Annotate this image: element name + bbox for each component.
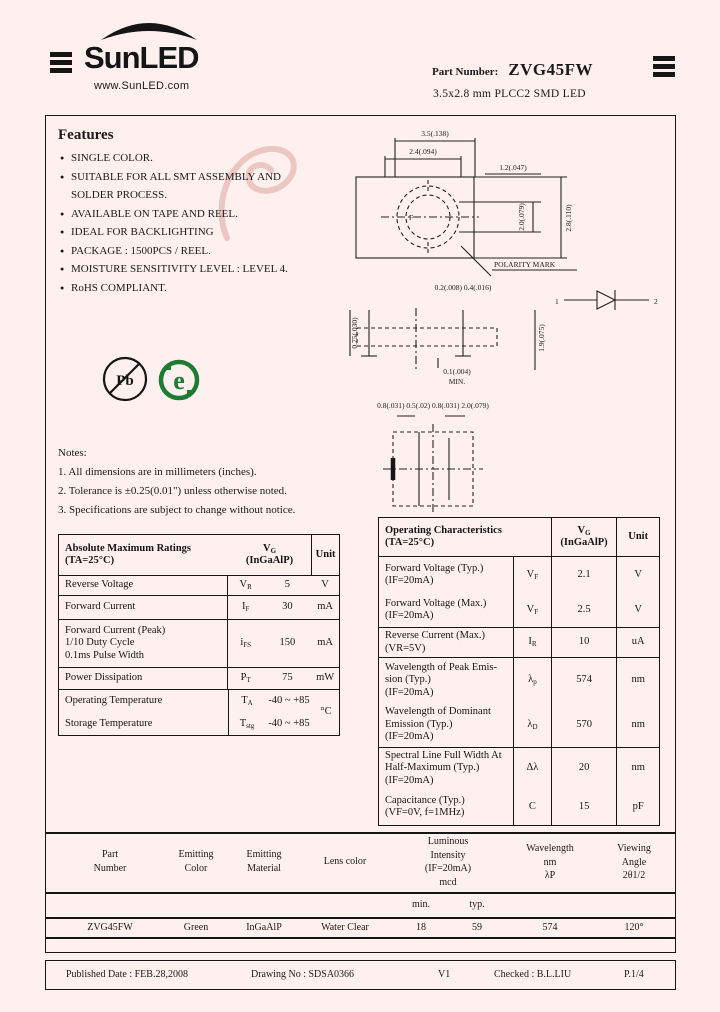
- package-top-view: [356, 129, 577, 292]
- pb-free-icon: [101, 355, 149, 403]
- part-selection-table: [45, 832, 676, 953]
- svg-text:Pb: Pb: [116, 373, 134, 389]
- feature-item: ● AVAILABLE ON TAPE AND REEL.: [60, 207, 238, 220]
- part-number-value: ZVG45FW: [508, 60, 594, 79]
- circuit-diagram: [555, 290, 658, 310]
- table-row: Capacitance (Typ.) (VF=0V, f=1MHz) C 15 pF: [379, 789, 659, 825]
- feature-item: ● SINGLE COLOR.: [60, 152, 153, 164]
- table-row: Forward Current IF 30 mA: [59, 595, 339, 619]
- table-row: Reverse Voltage VR 5 V: [59, 575, 339, 595]
- table-row: Operating Temperature TA -40 ~ +85: [59, 690, 313, 713]
- column-header-material: Emitting Material: [246, 849, 282, 874]
- table-rule: [45, 917, 676, 919]
- column-header-color: Emitting Color: [178, 849, 214, 874]
- bullet-icon: ●: [60, 283, 65, 292]
- column-header-part: Part Number: [93, 849, 127, 874]
- registration-mark-left: [50, 52, 72, 73]
- bullet-icon: ●: [60, 209, 65, 218]
- column-header-angle: Viewing Angle 2θ1/2: [617, 843, 651, 881]
- svg-text:0.8(.031) 0.5(.02) 0.8(.031): 0.8(.031) 0.5(.02) 0.8(.031) 2.0(.079): [377, 401, 489, 410]
- absolute-maximum-ratings-table: [58, 534, 340, 736]
- table-rule: [45, 832, 676, 834]
- cell-lens-color: Water Clear: [321, 922, 369, 933]
- solder-pad-view: [377, 401, 489, 514]
- page-number: P.1/4: [624, 969, 644, 980]
- table-rule: [45, 937, 676, 939]
- feature-item: ● RoHS COMPLIANT.: [60, 281, 167, 294]
- bullet-icon: ●: [60, 246, 65, 255]
- column-header-wavelength: Wavelength nm λP: [526, 843, 574, 881]
- features-title: Features: [58, 127, 114, 143]
- drawing-number: Drawing No : SDSA0366: [251, 969, 355, 980]
- cell-wavelength: 574: [542, 922, 558, 933]
- cell-intensity-min: 18: [416, 922, 426, 933]
- subheader-min: min.: [411, 899, 431, 910]
- svg-text:1: 1: [555, 297, 559, 306]
- cell-intensity-typ: 59: [472, 922, 482, 933]
- part-number-line: [432, 60, 593, 80]
- rohs-e-icon: [156, 357, 202, 403]
- feature-item: ● IDEAL FOR BACKLIGHTING: [60, 226, 214, 238]
- subheader-typ: typ.: [469, 899, 485, 910]
- svg-text:2.8(.110): 2.8(.110): [564, 204, 573, 232]
- bullet-icon: ●: [60, 172, 65, 181]
- svg-text:2: 2: [654, 297, 658, 306]
- column-header-lens: Lens color: [323, 856, 367, 867]
- svg-text:3.5(.138): 3.5(.138): [421, 129, 449, 138]
- table-row: Wavelength of Dominant Emission (Typ.) (IF=20mA) λD 570 nm: [379, 703, 659, 747]
- package-drawing: [345, 118, 676, 518]
- footer-bar: [45, 960, 676, 990]
- table-header-row: Operating Characteristics (TA=25°C) VG (InGaAlP) Unit: [379, 518, 659, 556]
- brand-logo: SunLED: [84, 40, 199, 75]
- brand-website: www.SunLED.com: [94, 80, 190, 92]
- published-date: Published Date : FEB.28,2008: [66, 969, 188, 980]
- svg-text:2.0(.079): 2.0(.079): [517, 203, 526, 231]
- svg-text:2.4(.094): 2.4(.094): [409, 147, 437, 156]
- column-header-intensity: Luminous Intensity (IF=20mA) mcd: [424, 836, 472, 888]
- cell-viewing-angle: 120°: [624, 922, 644, 933]
- table-rule: [45, 892, 676, 894]
- svg-text:MIN.: MIN.: [448, 377, 466, 386]
- registration-mark-right: [653, 56, 675, 77]
- note-item: 3. Specifications are subject to change without notice.: [58, 504, 296, 516]
- feature-item: ● SUITABLE FOR ALL SMT ASSEMBLY AND SOLDER PROCESS.: [60, 170, 282, 201]
- table-row: Forward Voltage (Max.) (IF=20mA) VF 2.5 V: [379, 593, 659, 627]
- package-side-view: [350, 308, 546, 386]
- bullet-icon: ●: [60, 228, 65, 236]
- cell-emitting-material: InGaAlP: [246, 922, 282, 933]
- logo-arc: [97, 14, 201, 42]
- svg-text:0.2(.008) 0.4(.016): 0.2(.008) 0.4(.016): [434, 283, 492, 292]
- note-item: 1. All dimensions are in millimeters (inches).: [58, 466, 257, 478]
- checked-by: Checked : B.L.LIU: [494, 969, 572, 980]
- table-row: Forward Voltage (Typ.) (IF=20mA) VF 2.1 V: [379, 556, 659, 593]
- table-header-row: Absolute Maximum Ratings (TA=25°C) VG (InGaAlP) Unit: [59, 535, 339, 575]
- note-item: 2. Tolerance is ±0.25(0.01") unless otherwise noted.: [58, 485, 287, 497]
- feature-item: ● MOISTURE SENSITIVITY LEVEL : LEVEL 4.: [60, 263, 288, 275]
- cell-emitting-color: Green: [183, 922, 209, 933]
- table-row: Storage Temperature Tstg -40 ~ +85: [59, 713, 313, 736]
- operating-characteristics-table: [378, 517, 660, 826]
- bullet-icon: ●: [60, 154, 65, 162]
- table-row: Power Dissipation PT 75 mW: [59, 667, 339, 689]
- table-row: Spectral Line Full Width At Half-Maximum (Typ.) (IF=20mA) Δλ 20 nm: [379, 747, 659, 789]
- table-row: Reverse Current (Max.) (VR=5V) IR 10 uA: [379, 627, 659, 657]
- cell-part-number: ZVG45FW: [87, 922, 133, 933]
- feature-item: ● PACKAGE : 1500PCS / REEL.: [60, 244, 211, 257]
- notes-title: Notes:: [58, 447, 87, 459]
- table-row-group: Operating Temperature TA -40 ~ +85 Storage Temperature Tstg -40 ~ +85 °C: [59, 689, 339, 735]
- package-subtitle: 3.5x2.8 mm PLCC2 SMD LED: [433, 88, 586, 100]
- part-number-label: Part Number:: [432, 66, 499, 78]
- svg-text:F: F: [409, 213, 414, 222]
- notes-block: [58, 444, 368, 520]
- svg-text:POLARITY MARK: POLARITY MARK: [494, 260, 556, 269]
- table-row: Wavelength of Peak Emis- sion (Typ.) (IF=20mA) λp 574 nm: [379, 657, 659, 703]
- version: V1: [438, 969, 451, 980]
- svg-text:0.75(.030): 0.75(.030): [350, 317, 359, 349]
- table-row: Forward Current (Peak) 1/10 Duty Cycle 0.1ms Pulse Width iFS 150 mA: [59, 619, 339, 667]
- features-list: [60, 152, 360, 300]
- svg-text:0.1(.004): 0.1(.004): [443, 367, 471, 376]
- bullet-icon: ●: [60, 265, 65, 273]
- svg-text:1.9(.075): 1.9(.075): [537, 324, 546, 352]
- svg-text:1.2(.047): 1.2(.047): [499, 163, 527, 172]
- svg-text:e: e: [173, 366, 185, 395]
